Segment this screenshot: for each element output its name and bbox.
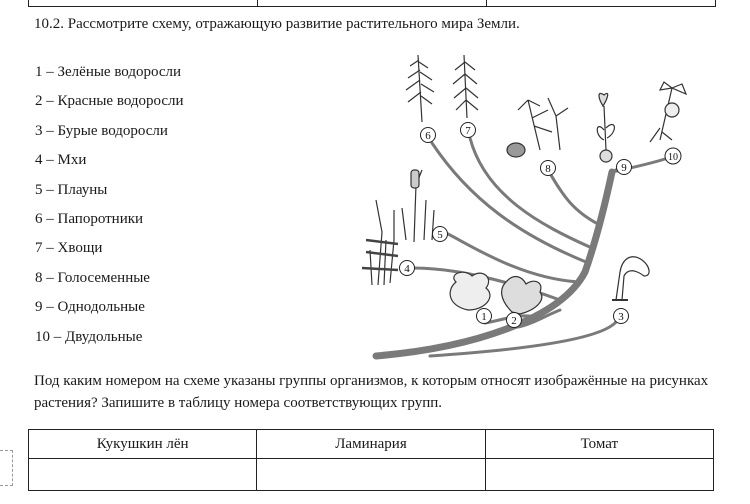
- question-text: Под каким номером на схеме указаны группы организмов, к которым относят изображённые на рисунках растения? Запишите в таблицу номера соответствующих групп.: [34, 373, 709, 411]
- clubmoss-illustration: [402, 170, 434, 242]
- node-circle: [433, 227, 448, 242]
- horsetail-illustration: [453, 55, 478, 118]
- tulip-illustration: [597, 93, 614, 162]
- legend-item: 5 – Плауны: [35, 181, 108, 198]
- answer-header: Ламинария: [257, 430, 485, 459]
- node-circle: [507, 313, 522, 328]
- red-alga-illustration: [502, 277, 542, 314]
- legend-item: 8 – Голосеменные: [35, 269, 150, 286]
- answer-table: [28, 429, 714, 491]
- answer-cell[interactable]: [485, 459, 713, 491]
- node-circle: [400, 261, 415, 276]
- legend-item: 10 – Двудольные: [35, 328, 143, 345]
- green-alga-illustration: [450, 272, 490, 310]
- node-label-3: 3: [618, 311, 624, 323]
- answer-header: Томат: [485, 430, 713, 459]
- node-circle: [477, 309, 492, 324]
- answer-cell[interactable]: [257, 459, 485, 491]
- answer-cell[interactable]: [29, 459, 257, 491]
- legend-item: 4 – Мхи: [35, 152, 87, 169]
- node-circle: [421, 128, 436, 143]
- legend-item: 1 – Зелёные водоросли: [35, 64, 182, 80]
- brown-alga-illustration: [612, 257, 649, 300]
- legend-item: 6 – Папоротники: [35, 210, 144, 227]
- node-label-2: 2: [511, 315, 517, 327]
- legend-item: 9 – Однодольные: [35, 299, 145, 316]
- node-label-6: 6: [425, 130, 431, 142]
- node-label-9: 9: [621, 162, 627, 174]
- moss-illustration: [362, 200, 398, 285]
- answer-header: Кукушкин лён: [29, 430, 257, 459]
- legend-item: 7 – Хвощи: [35, 240, 103, 257]
- node-circle: [461, 123, 476, 138]
- node-label-4: 4: [404, 263, 410, 275]
- node-circle: [617, 160, 632, 175]
- plant-illustrations: [362, 55, 686, 314]
- fern-illustration: [406, 55, 434, 122]
- node-circle: [665, 148, 681, 164]
- dicot-illustration: [650, 82, 686, 142]
- legend-item: 3 – Бурые водоросли: [35, 122, 168, 139]
- node-label-8: 8: [545, 163, 551, 175]
- node-circle: [614, 309, 629, 324]
- legend-item: 2 – Красные водоросли: [35, 93, 184, 110]
- conifer-illustration: [507, 98, 568, 157]
- node-label-1: 1: [481, 311, 487, 323]
- node-label-10: 10: [668, 152, 678, 163]
- node-label-7: 7: [465, 125, 471, 137]
- task-title: 10.2. Рассмотрите схему, отражающую развитие растительного мира Земли.: [34, 16, 520, 32]
- node-label-5: 5: [437, 229, 443, 241]
- node-circle: [541, 161, 556, 176]
